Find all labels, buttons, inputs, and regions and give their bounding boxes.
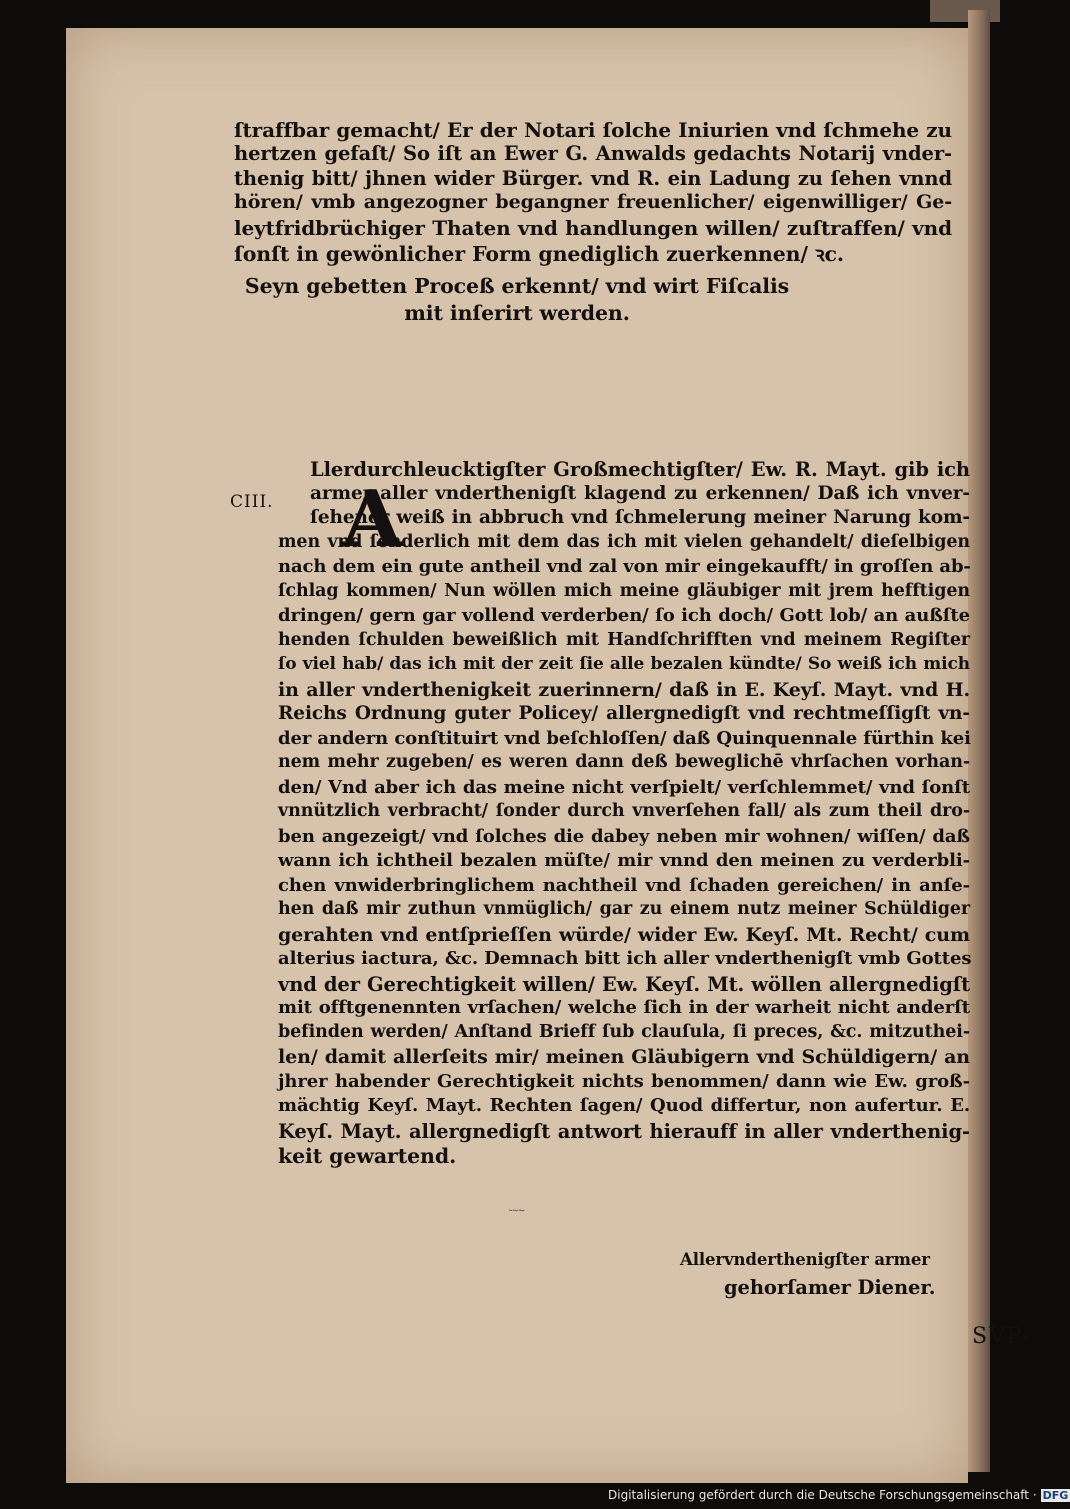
body-line: keit gewartend.	[278, 1144, 457, 1168]
body-line: Keyſ. Mayt. allergnedigſt antwort hierauff in aller vnderthenig-	[278, 1119, 970, 1143]
body-line: vnd der Gerechtigkeit willen/ Ew. Keyſ. Mt. wöllen allergnedigſt	[278, 972, 970, 996]
body-line: dringen/ gern gar vollend verderben/ ſo ich doch/ Gott lob/ an außſte	[278, 605, 970, 626]
body-line: nach dem ein gute antheil vnd zal von mir eingekaufft/ in groſſen ab-	[278, 556, 971, 577]
opening-line: thenig bitt/ jhnen wider Bürger. vnd R. ein Ladung zu ſehen vnnd	[234, 166, 952, 190]
body-line: den/ Vnd aber ich das meine nicht verſpielt/ verſchlemmet/ vnd ſonſt	[278, 776, 970, 798]
body-line: mit offtgenennten vrſachen/ welche ſich in der warheit nicht anderſt	[278, 997, 970, 1018]
opening-line: ſonſt in gewönlicher Form gnediglich zuerkennen/ ꝛc.	[234, 242, 844, 266]
body-line: ſehener weiß in abbruch vnd ſchmelerung meiner Narung kom-	[310, 507, 970, 528]
body-line: ſo viel hab/ das ich mit der zeit ſie alle bezalen kündte/ So weiß ich mich	[278, 654, 970, 674]
book-edge	[968, 10, 990, 1472]
opening-line: leytfridbrüchiger Thaten vnd handlungen willen/ zuſtraffen/ vnd	[234, 215, 952, 240]
opening-line: hertzen gefaſt/ So iſt an Ewer G. Anwalds gedachts Notarij vnder-	[234, 142, 952, 166]
decree-line: Seyn gebetten Proceß erkennt/ vnd wirt Fiſcalis	[244, 274, 790, 298]
initial-letter: A	[342, 474, 403, 565]
body-line: jhrer habender Gerechtigkeit nichts benommen/ dann wie Ew. groß-	[278, 1070, 970, 1092]
body-line: ſchlag kommen/ Nun wöllen mich meine gläubiger mit jrem hefftigen	[278, 580, 970, 601]
body-line: Llerdurchleucktigſter Großmechtigſter/ Ew. R. Mayt. gib ich	[310, 458, 970, 481]
body-line: vnnützlich verbracht/ ſonder durch vnverſehen fall/ als zum theil dro-	[278, 801, 970, 821]
body-line: henden ſchulden beweißlich mit Handſchrifften vnd meinem Regiſter	[278, 629, 970, 650]
body-line: len/ damit allerſeits mir/ meinen Gläubigern vnd Schüldigern/ an	[278, 1046, 970, 1068]
salutation: Ew. Keyſ. Mayt.	[509, 1210, 525, 1212]
footer-text: Digitalisierung gefördert durch die Deutsche Forschungsgemeinschaft ·	[608, 1488, 1037, 1502]
body-line: chen vnwiderbringlichem nachtheil vnd ſchaden gereichen/ in anſe-	[278, 874, 970, 896]
body-line: gerahten vnd entſprieſſen würde/ wider Ew. Keyſ. Mt. Recht/ cum	[278, 923, 970, 946]
footer-credit	[608, 1488, 1070, 1502]
body-line: armer aller vnderthenigſt klagend zu erkennen/ Daß ich vnver-	[310, 482, 970, 504]
body-line: mächtig Keyſ. Mayt. Rechten ſagen/ Quod differtur, non aufertur. E.	[278, 1095, 970, 1116]
catchword: SVP-	[972, 1324, 1032, 1349]
body-line: nem mehr zugeben/ es weren dann deß beweglichē vhrſachen vorhan-	[278, 752, 970, 772]
body-line: alterius iactura, &c. Demnach bitt ich aller vnderthenigſt vmb Gottes	[278, 948, 972, 969]
opening-line: ſtraffbar gemacht/ Er der Notari ſolche Iniurien vnd ſchmehe zu	[234, 118, 952, 142]
signature-line: Allervnderthenigſter armer	[680, 1250, 930, 1269]
body-line: men vnd ſonderlich mit dem das ich mit vielen gehandelt/ dieſelbigen	[278, 531, 970, 552]
page	[66, 28, 1032, 1483]
body-line: Reichs Ordnung guter Policey/ allergnedigſt vnd rechtmeſſigſt vn-	[278, 703, 970, 724]
body-line: der andern conſtituirt vnd beſchloſſen/ daß Quinquennale fürthin kei	[278, 727, 971, 749]
dfg-logo: DFG	[1042, 1489, 1069, 1502]
decree-line: mit inſerirt werden.	[404, 301, 630, 325]
body-line: befinden werden/ Anſtand Brieff ſub clauſula, ſi preces, &c. mitzuthei-	[278, 1021, 970, 1042]
opening-line: hören/ vmb angezogner begangner freuenlicher/ eigenwilliger/ Ge-	[234, 191, 952, 214]
signature-line: gehorſamer Diener.	[724, 1276, 936, 1299]
body-line: in aller vnderthenigkeit zuerinnern/ daß in E. Keyſ. Mayt. vnd H.	[278, 678, 970, 701]
body-line: ben angezeigt/ vnd ſolches die dabey neben mir wohnen/ wiſſen/ daß	[278, 825, 970, 847]
body-line: wann ich ichtheil bezalen müſte/ mir vnnd den meinen zu verderbli-	[278, 850, 970, 871]
body-line: hen daß mir zuthun vnmüglich/ gar zu einem nutz meiner Schüldiger	[278, 899, 970, 919]
marginal-number: CIII.	[230, 492, 274, 512]
